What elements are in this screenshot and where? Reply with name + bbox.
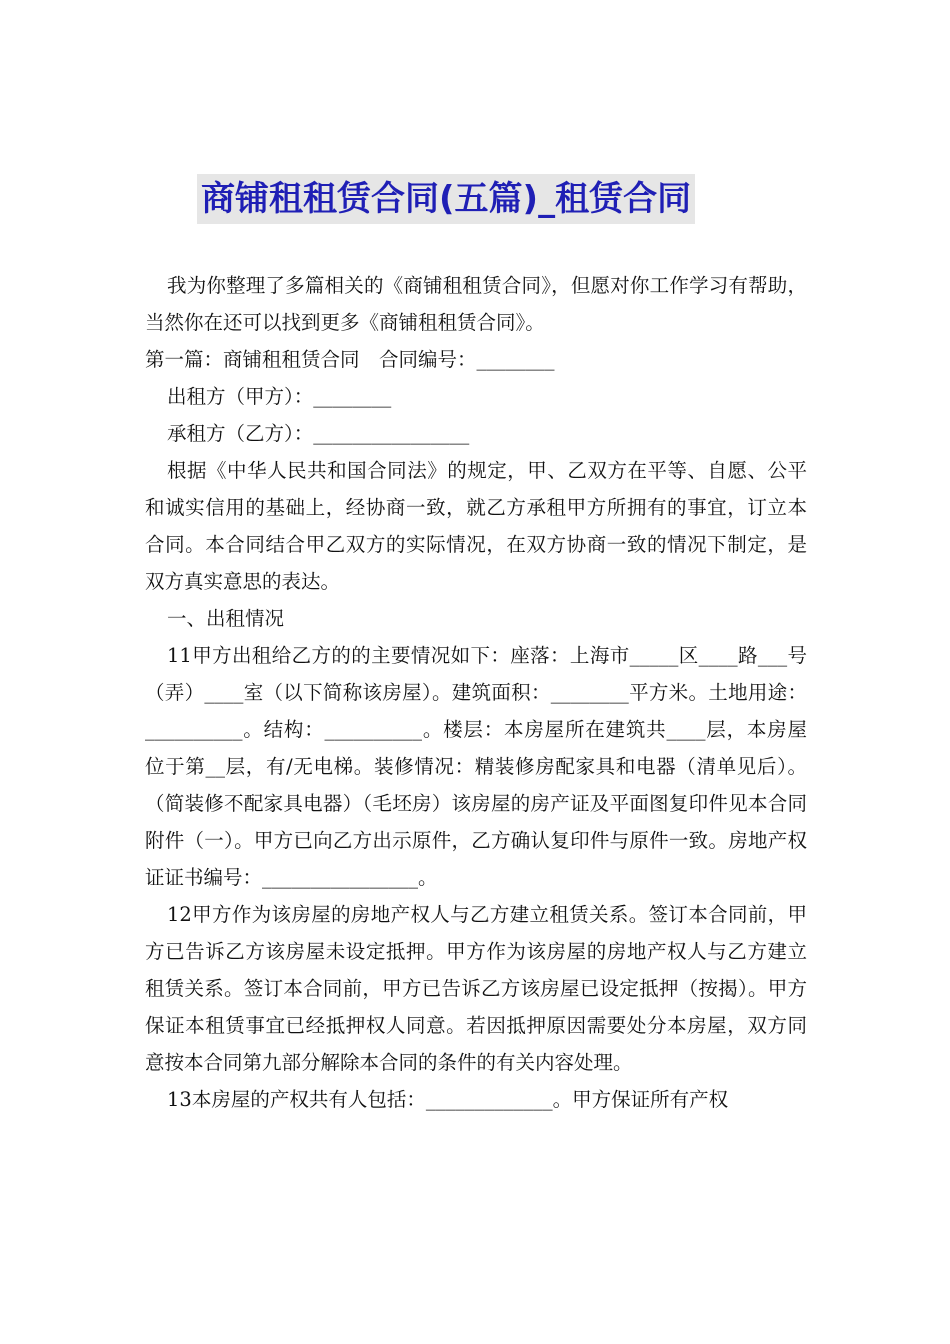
intro-paragraph: 我为你整理了多篇相关的《商铺租租赁合同》，但愿对你工作学习有帮助，当然你在还可以找到更多《商铺租租赁合同》。 <box>145 274 807 334</box>
document-body <box>145 267 807 1118</box>
section-heading-rental-situation: 一、出租情况 <box>167 607 285 630</box>
preamble-paragraph: 根据《中华人民共和国合同法》的规定，甲、乙双方在平等、自愿、公平和诚实信用的基础上，经协商一致，就乙方承租甲方所拥有的事宜，订立本合同。本合同结合甲乙双方的实际情况，在双方协商一致的情况下制定，是双方真实意思的表达。 <box>145 459 807 593</box>
clause-1-3: 13本房屋的产权共有人包括：_____________。甲方保证所有产权 <box>167 1088 729 1111</box>
page-title: 商铺租租赁合同(五篇)_租赁合同 <box>197 174 695 224</box>
lessee-line: 承租方（乙方）：________________ <box>167 422 470 445</box>
clause-1-2: 12甲方作为该房屋的房地产权人与乙方建立租赁关系。签订本合同前，甲方已告诉乙方该房屋未设定抵押。甲方作为该房屋的房地产权人与乙方建立租赁关系。签订本合同前，甲方已告诉乙方该房屋已设定抵押（按揭）。甲方保证本租赁事宜已经抵押权人同意。若因抵押原因需要处分本房屋，双方同意按本合同第九部分解除本合同的条件的有关内容处理。 <box>145 903 807 1074</box>
section-heading-part-one: 第一篇：商铺租租赁合同 合同编号：________ <box>145 348 555 371</box>
clause-1-1: 11甲方出租给乙方的的主要情况如下：座落：上海市_____区____路___号（弄）____室（以下简称该房屋）。建筑面积：________平方米。土地用途：__________。结构：__________。楼层：本房屋所在建筑共____层，本房屋位于第__层，有/无电梯。装修情况：精装修房配家具和电器（清单见后）。（简装修不配家具电器）（毛坯房）该房屋的房产证及平面图复印件见本合同附件（一）。甲方已向乙方出示原件，乙方确认复印件与原件一致。房地产权证证书编号：________________。 <box>145 644 807 889</box>
lessor-line: 出租方（甲方）：________ <box>167 385 392 408</box>
